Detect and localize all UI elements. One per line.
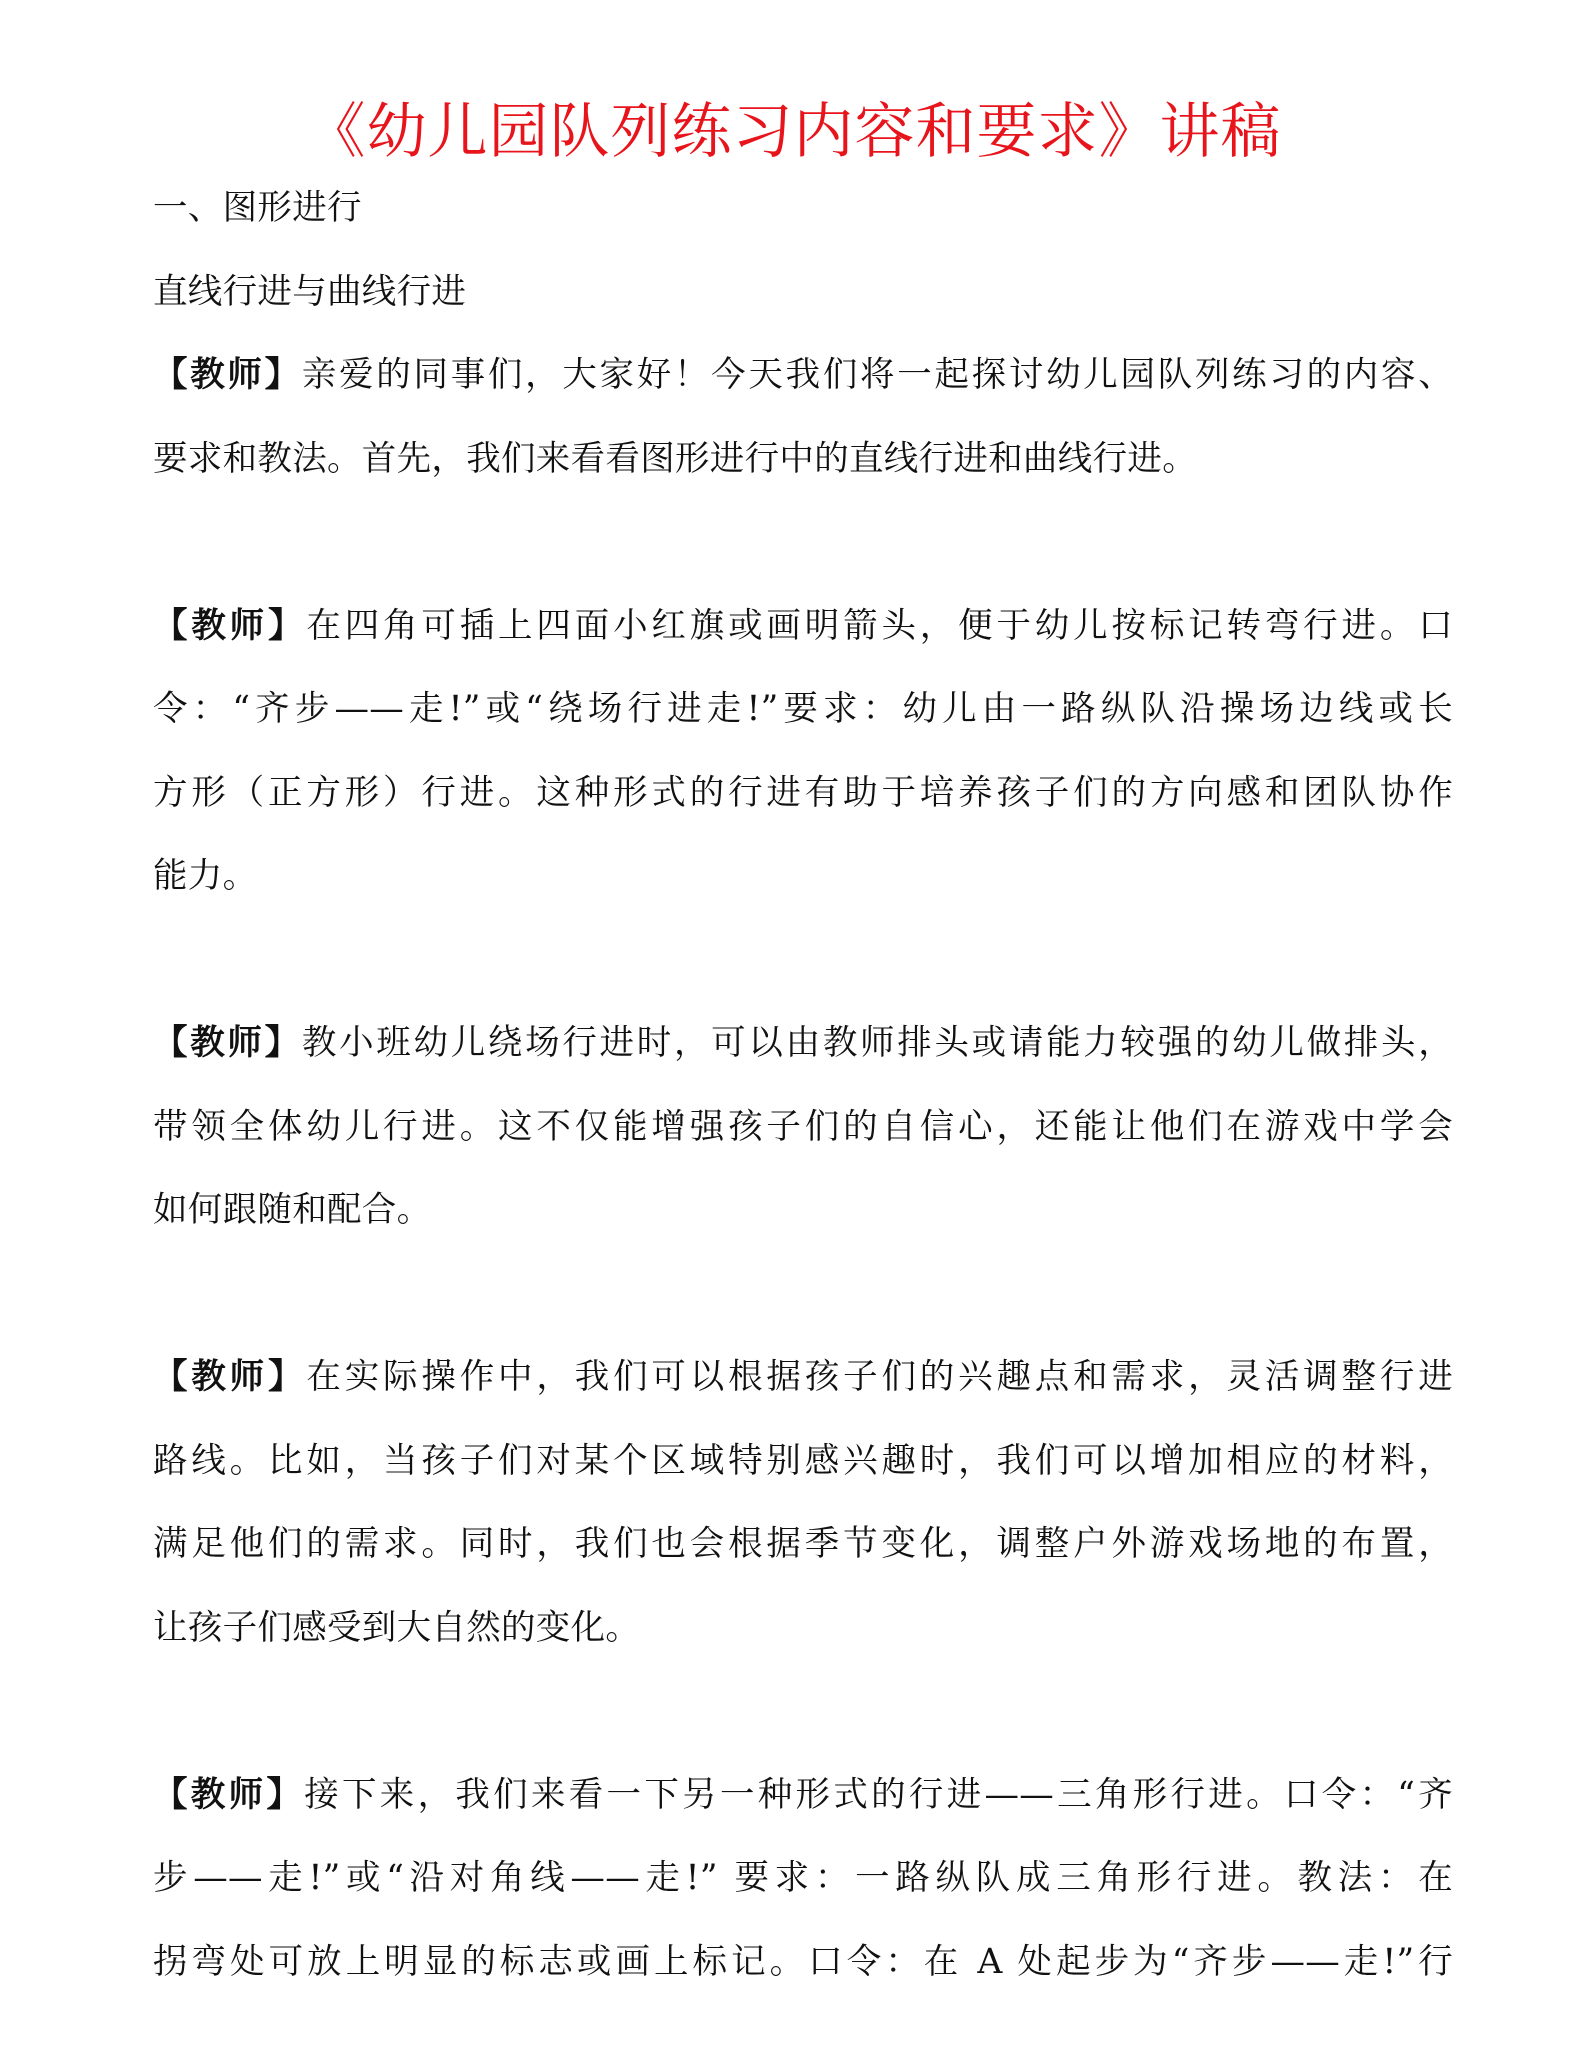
speaker-label: 【教师】 — [153, 1023, 302, 1063]
paragraph-text: 教小班幼儿绕场行进时，可以由教师排头或请能力较强的幼儿做排头， — [301, 1023, 1454, 1063]
paragraph-4-line-4: 让孩子们感受到大自然的变化。 — [153, 1607, 641, 1648]
document-title: 《幼儿园队列练习内容和要求》讲稿 — [305, 97, 1282, 167]
paragraph-2-line-4: 能力。 — [153, 856, 258, 896]
paragraph-spacer — [153, 1264, 1453, 1348]
speaker-label: 【教师】 — [153, 605, 307, 646]
paragraph-1-line-1 — [153, 345, 1453, 429]
paragraph-2-line-1 — [153, 596, 1453, 680]
paragraph-spacer — [153, 1681, 1453, 1765]
speaker-label: 【教师】 — [153, 1774, 305, 1815]
paragraph-text: 接下来，我们来看一下另一种形式的行进——三角形行进。口令：“齐 — [304, 1774, 1453, 1815]
paragraph-5-line-1 — [153, 1765, 1453, 1849]
paragraph-3-line-2: 带领全体幼儿行进。这不仅能增强孩子们的自信心，还能让他们在游戏中学会 — [153, 1106, 1453, 1147]
paragraph-5-line-2: 步——走!”或“沿对角线——走!” 要求：一路纵队成三角形行进。教法：在 — [153, 1858, 1453, 1898]
speaker-label: 【教师】 — [153, 1357, 307, 1397]
subsection-heading: 直线行进与曲线行进 — [153, 271, 467, 312]
paragraph-4-line-3: 满足他们的需求。同时，我们也会根据季节变化，调整户外游戏场地的布置， — [153, 1524, 1453, 1564]
paragraph-2-line-2: 令：“齐步——走!”或“绕场行进走!”要求：幼儿由一路纵队沿操场边线或长 — [153, 689, 1453, 729]
paragraph-spacer — [153, 930, 1453, 1014]
paragraph-5-line-3: 拐弯处可放上明显的标志或画上标记。口令：在 A 处起步为“齐步——走!”行 — [153, 1941, 1453, 1982]
paragraph-spacer — [153, 512, 1453, 596]
section-heading: 一、图形进行 — [153, 188, 362, 228]
speaker-label: 【教师】 — [153, 355, 302, 395]
paragraph-3-line-3: 如何跟随和配合。 — [153, 1190, 432, 1230]
paragraph-text: 在实际操作中，我们可以根据孩子们的兴趣点和需求，灵活调整行进 — [306, 1357, 1453, 1397]
paragraph-4-line-1 — [153, 1347, 1453, 1431]
paragraph-text: 在四角可插上四面小红旗或画明箭头，便于幼儿按标记转弯行进。口 — [306, 605, 1453, 646]
paragraph-text: 亲爱的同事们，大家好！今天我们将一起探讨幼儿园队列练习的内容、 — [301, 355, 1454, 395]
paragraph-4-line-2: 路线。比如，当孩子们对某个区域特别感兴趣时，我们可以增加相应的材料， — [153, 1440, 1453, 1481]
paragraph-3-line-1 — [153, 1013, 1453, 1097]
document-body — [153, 178, 1453, 2015]
paragraph-2-line-3: 方形（正方形）行进。这种形式的行进有助于培养孩子们的方向感和团队协作 — [153, 772, 1453, 813]
paragraph-1-line-2: 要求和教法。首先，我们来看看图形进行中的直线行进和曲线行进。 — [153, 438, 1197, 479]
